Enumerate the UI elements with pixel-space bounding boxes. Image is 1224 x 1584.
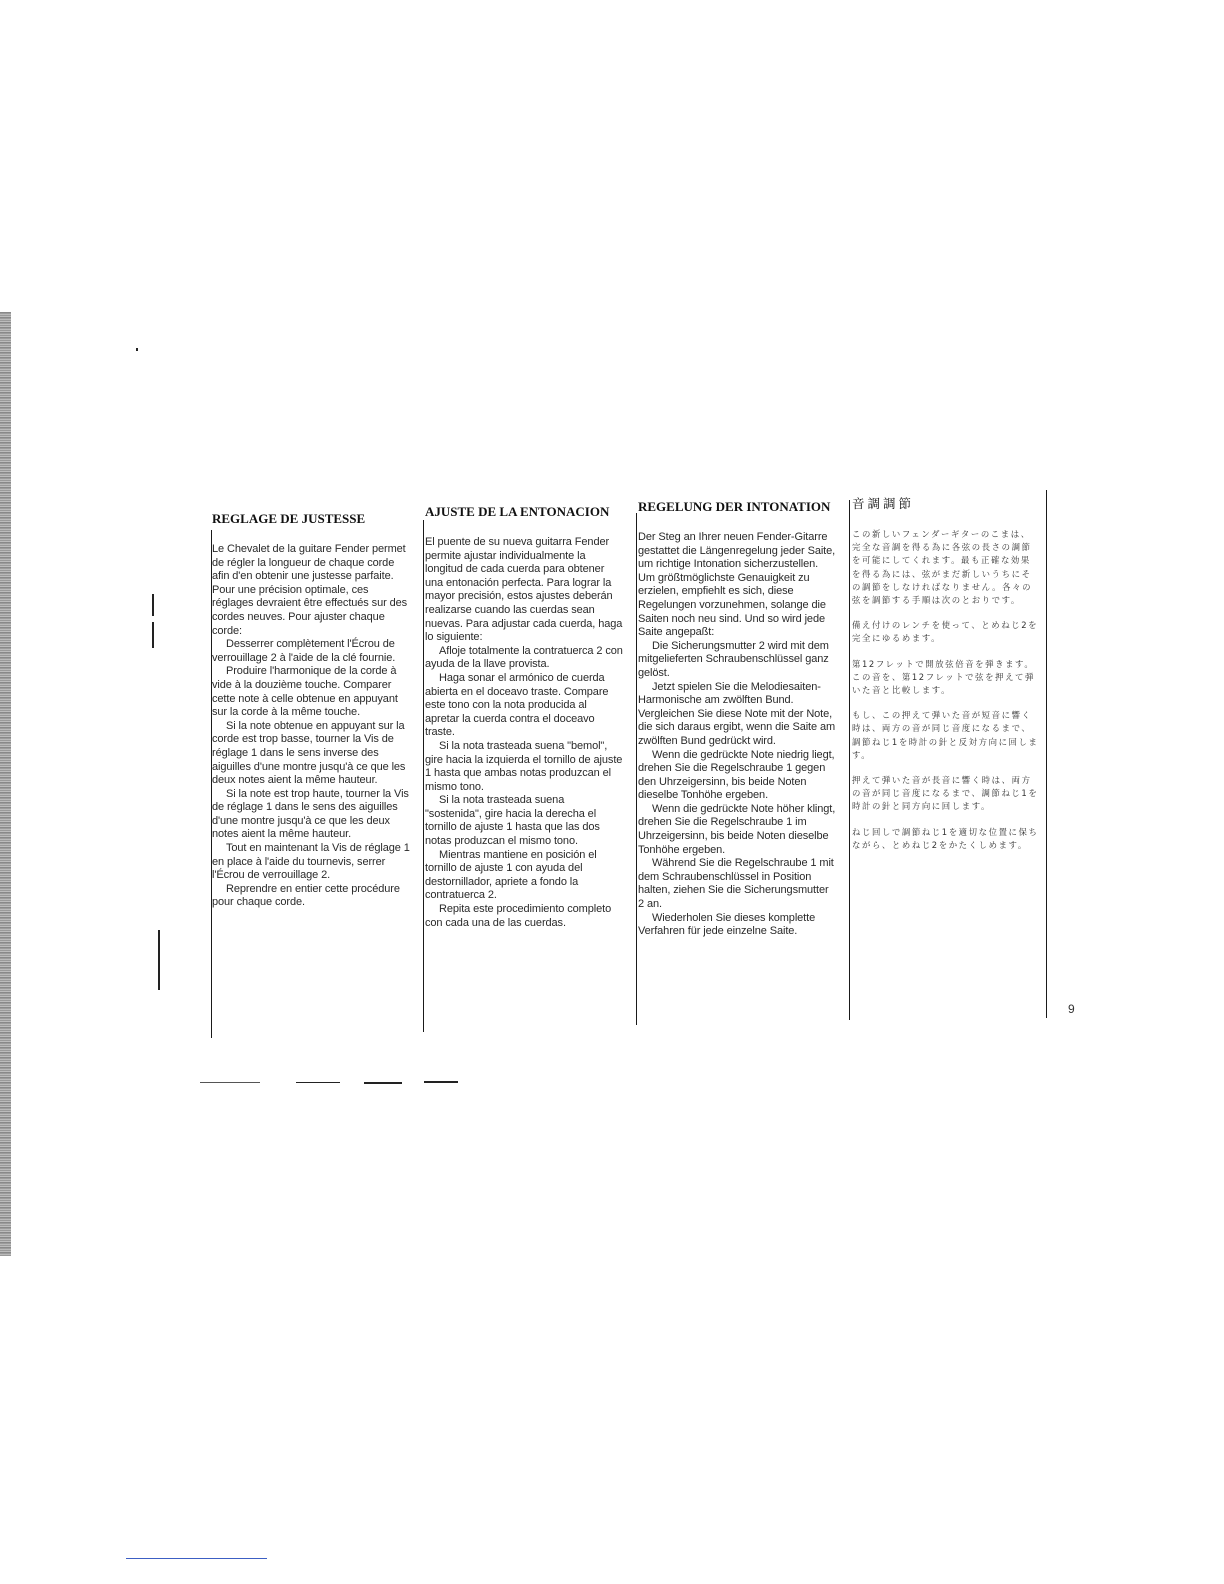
section-title-japanese: 音調調節 xyxy=(852,496,915,511)
paragraph: この新しいフェンダーギターのこまは、完全な音調を得る為に各弦の長さの調節を可能にしてくれます。最も正確な効果を得る為には、弦がまだ新しいうちにその調節をしなければなりません。各々の弦を調節する手順は次のとおりです。 xyxy=(852,529,1033,606)
scan-mark xyxy=(364,1082,402,1084)
column-japanese xyxy=(852,494,1040,864)
scan-mark xyxy=(296,1082,340,1083)
paragraph: Si la note obtenue en appuyant sur la corde est trop basse, tourner la Vis de réglage 1 dans le sens inverse des aiguilles d'une montre jusqu'à ce que les deux notes aient la même hauteur. xyxy=(212,719,406,787)
column-german xyxy=(638,499,836,939)
section-title-french: REGLAGE DE JUSTESSE xyxy=(212,511,366,526)
paragraph: 第12フレットで開放弦倍音を弾きます。この音を、第12フレットで弦を押えて弾いた音と比較します。 xyxy=(852,658,1036,696)
paragraph: Tout en maintenant la Vis de réglage 1 en place à l'aide du tournevis, serrer l'Écrou de verrouillage 2. xyxy=(212,842,410,882)
scan-mark xyxy=(200,1082,260,1083)
column-rule xyxy=(636,513,637,1025)
paragraph: Der Steg an Ihrer neuen Fender-Gitarre gestattet die Längenregelung jeder Saite, um richtige Intonation sicherzustellen. Um größtmöglichste Genauigkeit zu erzielen, empfiehlt es sich, diese Regelungen vorzunehmen, solange die Saiten noch neu sind. Und so wird jede Saite angepaßt: xyxy=(638,531,836,639)
paragraph: Afloje totalmente la contratuerca 2 con ayuda de la llave provista. xyxy=(425,644,623,671)
paragraph: Wenn die gedrückte Note niedrig liegt, drehen Sie die Regelschraube 1 gegen den Uhrzeigersinn, bis beide Noten dieselbe Tonhöhe ergeben. xyxy=(638,748,835,802)
paragraph: Repita este procedimiento completo con cada una de las cuerdas. xyxy=(425,903,612,929)
paragraph: Die Sicherungsmutter 2 wird mit dem mitgelieferten Schraubenschlüssel ganz gelöst. xyxy=(638,639,829,679)
paragraph: Le Chevalet de la guitare Fender permet de régler la longueur de chaque corde afin d'en obtenir une justesse parfaite. Pour une précision optimale, ces réglages devraient être effectués sur des cordes neuves. Pour ajuster chaque corde: xyxy=(212,543,408,637)
paragraph: もし、この押えて弾いた音が短音に響く時は、両方の音が同じ音度になるまで、調節ねじ1を時計の針と反対方向に回します。 xyxy=(852,710,1039,760)
column-french xyxy=(212,511,412,910)
paragraph: Desserrer complètement l'Écrou de verrouillage 2 à l'aide de la clé fournie. xyxy=(212,638,396,664)
scan-mark xyxy=(152,594,154,616)
paragraph: Während Sie die Regelschraube 1 mit dem Schraubenschlüssel in Position halten, ziehen Sie die Sicherungsmutter 2 an. xyxy=(638,857,834,911)
paragraph: Produire l'harmonique de la corde à vide à la douzième touche. Comparer cette note à celle obtenue en appuyant sur la corde à la même touche. xyxy=(212,665,398,719)
paragraph: 備え付けのレンチを使って、とめねじ2を完全にゆるめます。 xyxy=(852,620,1039,644)
paragraph: Haga sonar el armónico de cuerda abierta en el doceavo traste. Compare este tono con la nota producida al apretar la cuerda contra el doceavo traste. xyxy=(425,671,609,739)
paragraph: Si la note est trop haute, tourner la Vis de réglage 1 dans le sens des aiguilles d'une montre jusqu'à ce que les deux notes aient la même hauteur. xyxy=(212,787,409,841)
scan-mark xyxy=(136,348,138,351)
scan-edge-shadow xyxy=(0,312,11,1256)
scan-mark xyxy=(424,1081,458,1083)
page-number: 9 xyxy=(1068,1002,1075,1016)
column-spanish xyxy=(425,504,623,930)
scan-mark xyxy=(152,622,154,648)
paragraph: Jetzt spielen Sie die Melodiesaiten-Harmonische am zwölften Bund. Vergleichen Sie diese Note mit der Note, die sich daraus ergibt, wenn die Saite am zwölften Bund gedrückt wird. xyxy=(638,680,836,747)
column-rule xyxy=(1046,490,1047,1018)
paragraph: ねじ回しで調節ねじ1を適切な位置に保ちながら、とめねじ2をかたくしめます。 xyxy=(852,826,1039,850)
paragraph: Mientras mantiene en posición el tornillo de ajuste 1 con ayuda del destornillador, apriete a fondo la contratuerca 2. xyxy=(425,848,597,902)
column-rule xyxy=(849,500,850,1020)
paragraph: Reprendre en entier cette procédure pour chaque corde. xyxy=(212,882,400,909)
scan-mark xyxy=(158,930,160,990)
paragraph: 押えて弾いた音が長音に響く時は、両方の音が同じ音度になるまで、調節ねじ1を時計の針と同方向に回します。 xyxy=(852,775,1039,812)
section-title-german: REGELUNG DER INTONATION xyxy=(638,499,831,514)
paragraph: Si la nota trasteada suena "bemol", gire hacia la izquierda el tornillo de ajuste 1 hasta que ambas notas produzcan el mismo tono. xyxy=(425,739,623,793)
column-rule xyxy=(423,520,424,1032)
bottom-rule xyxy=(126,1558,267,1559)
paragraph: Wiederholen Sie dieses komplette Verfahren für jede einzelne Saite. xyxy=(638,911,816,938)
paragraph: Si la nota trasteada suena "sostenida", gire hacia la derecha el tornillo de ajuste 1 hasta que las dos notas produzcan el mismo tono. xyxy=(425,794,600,848)
section-title-spanish: AJUSTE DE LA ENTONACION xyxy=(425,504,610,519)
paragraph: El puente de su nueva guitarra Fender permite ajustar individualmente la longitud de cada cuerda para obtener una entonación perfecta. Para lograr la mayor precisión, estos ajustes deberán realizarse cuando las cuerdas sean nuevas. Para adjustar cada cuerda, haga lo siguiente: xyxy=(425,536,623,644)
paragraph: Wenn die gedrückte Note höher klingt, drehen Sie die Regelschraube 1 im Uhrzeigersinn, bis beide Noten dieselbe Tonhöhe ergeben. xyxy=(638,802,836,856)
